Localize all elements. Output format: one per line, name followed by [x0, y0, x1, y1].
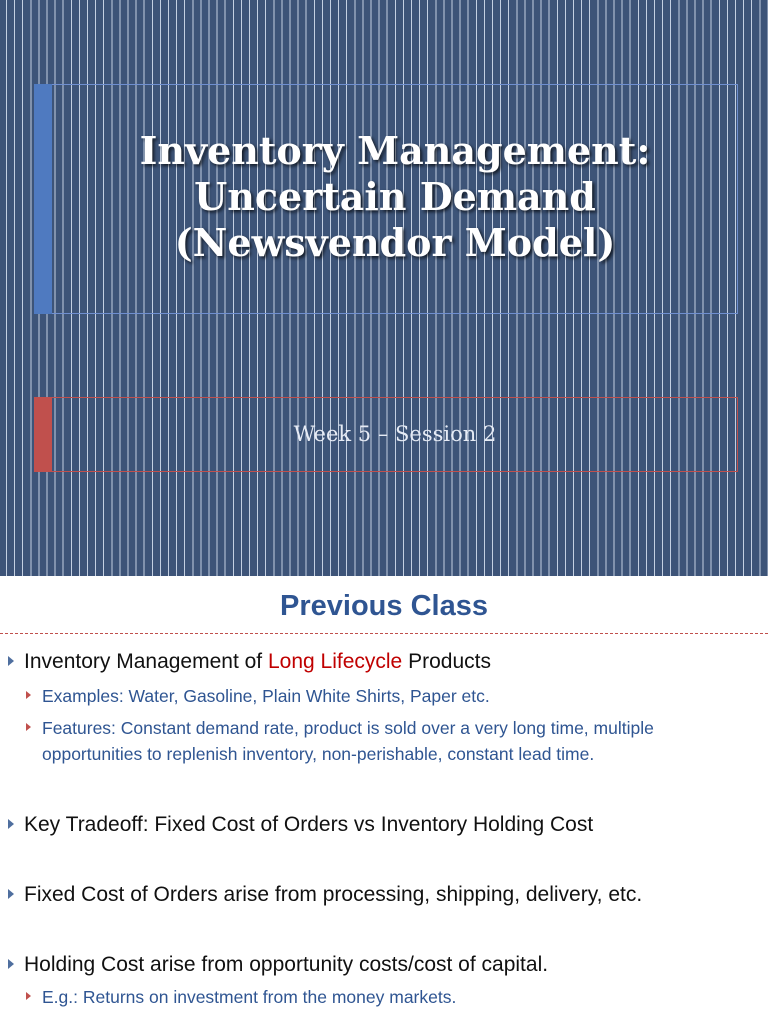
- title-line-1: Inventory Management:: [139, 128, 651, 173]
- bullet-text: Key Tradeoff: Fixed Cost of Orders vs Inventory Holding Cost: [24, 813, 594, 836]
- bullet-text: Fixed Cost of Orders arise from processing, shipping, delivery, etc.: [24, 883, 643, 906]
- bullet-text: Inventory Management of: [24, 650, 268, 673]
- sub-bullet-text: E.g.: Returns on investment from the money markets.: [42, 987, 457, 1007]
- sub-bullet-triangle-icon: [26, 723, 31, 731]
- bullet-triangle-icon: [8, 889, 14, 899]
- bullet-triangle-icon: [8, 656, 14, 666]
- bullet-triangle-icon: [8, 819, 14, 829]
- heading-divider: [0, 633, 768, 634]
- bullet-text: Holding Cost arise from opportunity costs/cost of capital.: [24, 953, 549, 976]
- sub-bullet-text: Examples: Water, Gasoline, Plain White Shirts, Paper etc.: [42, 686, 490, 706]
- bullet-triangle-icon: [8, 959, 14, 969]
- highlight-text: Long Lifecycle: [267, 650, 403, 673]
- previous-class-slide: [0, 576, 768, 1024]
- sub-bullet-triangle-icon: [26, 691, 31, 699]
- slide-title: [60, 128, 730, 266]
- sub-bullet-text-cont: opportunities to replenish inventory, non-perishable, constant lead time.: [42, 744, 595, 764]
- bullet-text-suffix: Products: [402, 650, 491, 673]
- sub-bullet-text: Features: Constant demand rate, product is sold over a very long time, multiple: [42, 718, 654, 738]
- subtitle-accent-bar: [34, 397, 52, 472]
- title-accent-bar: [34, 84, 52, 314]
- slide-heading: Previous Class: [280, 590, 488, 622]
- sub-bullet-triangle-icon: [26, 992, 31, 1000]
- title-line-3: (Newsvendor Model): [174, 220, 616, 265]
- slide-subtitle: Week 5 – Session 2: [293, 422, 497, 446]
- title-line-2: Uncertain Demand: [194, 174, 596, 219]
